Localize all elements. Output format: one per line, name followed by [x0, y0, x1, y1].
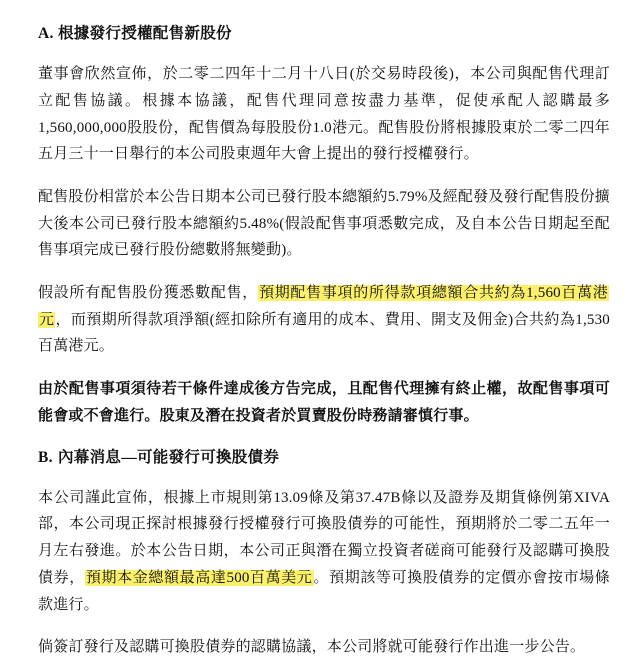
- body-text: 本公司謹此宣佈，根據上市規則第13.09條及第37.47B條以及證券及期貨條例第XIVA部，本公司現正探討根據發行授權發行可換股債券的可能性，預期將於二零二五年一月左右發進。於本公告日期，本公司正與潛在獨立投資者磋商可能發行及認購可換股債券，: [38, 489, 610, 586]
- section-index-label: B.: [38, 448, 53, 466]
- section-index-label: A.: [38, 25, 54, 42]
- paragraph-shareholding-percentages: [38, 184, 610, 264]
- paragraph-placing-agreement: [38, 61, 610, 168]
- highlighted-text: 預期配售事項的所得款項總額合共約為1,560百萬港元: [39, 285, 608, 328]
- paragraph-convertible-bonds-inside-info: [38, 485, 610, 618]
- body-text: 倘簽訂發行及認購可換股債券的認購協議，本公司將就可能發行作出進一步公告。: [38, 639, 586, 656]
- body-text: ，而預期所得款項淨額(經扣除所有適用的成本、費用、開支及佣金)合共約為1,530百萬港元。: [38, 311, 611, 355]
- section-heading-b: [38, 446, 610, 469]
- body-text: 假設所有配售股份獲悉數配售，: [38, 285, 258, 302]
- section-heading-text: 內幕消息—可能發行可換股債券: [58, 448, 280, 466]
- section-heading-text: 根據發行授權配售新股份: [58, 25, 232, 42]
- body-text: 配售股份相當於本公告日期本公司已發行股本總額約5.79%及經配發及發行配售股份擴大後本公司已發行股本總額約5.48%(假設配售事項悉數完成，及自本公告日期起至配售事項完成已發行股份總數將無變動)。: [38, 189, 610, 259]
- body-text: 由於配售事項須待若干條件達成後方告完成，且配售代理擁有終止權，故配售事項可能會或不會進行。股東及潛在投資者於買賣股份時務請審慎行事。: [38, 381, 610, 424]
- paragraph-completion-warning: [38, 376, 610, 429]
- highlighted-text: 預期本金總額最高達500百萬美元: [85, 569, 313, 586]
- body-text: 。預期該等可換股債券的定價亦會按市場條款進行。: [38, 569, 610, 613]
- paragraph-further-announcement: [38, 634, 610, 661]
- paragraph-gross-net-proceeds: [38, 280, 610, 360]
- section-heading-a: [38, 22, 610, 45]
- body-text: 董事會欣然宣佈，於二零二四年十二月十八日(於交易時段後)，本公司與配售代理訂立配售協議。根據本協議，配售代理同意按盡力基準，促使承配人認購最多1,560,000,000股股份，配售價為每股股份1.0港元。配售股份將根據股東於二零二四年五月三十一日舉行的本公司股東週年大會上提出的發行授權發行。: [38, 66, 610, 163]
